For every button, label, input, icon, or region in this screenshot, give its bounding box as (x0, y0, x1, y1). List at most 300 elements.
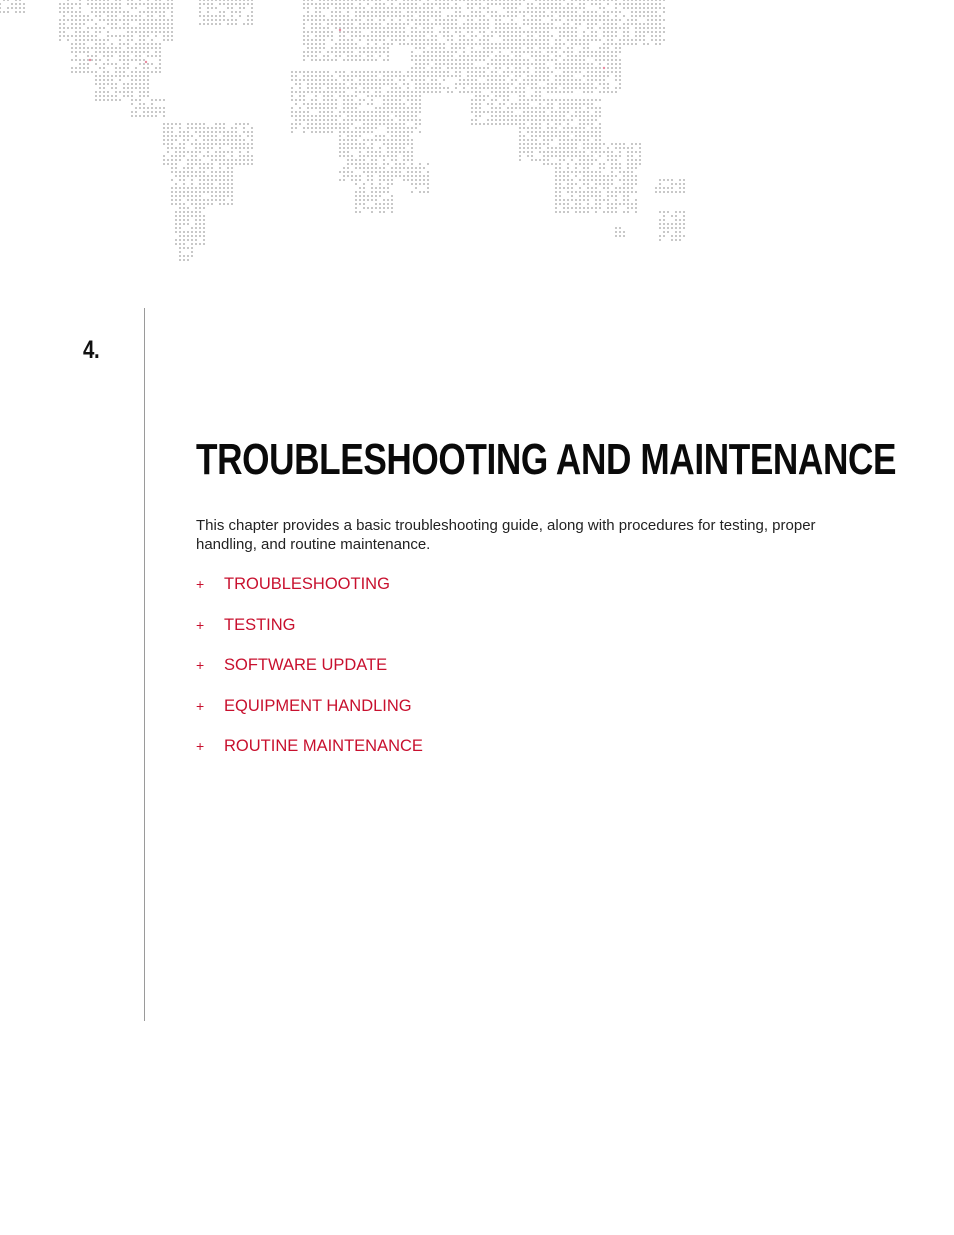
map-dot (451, 23, 453, 25)
map-dot (487, 111, 489, 113)
map-dot (143, 3, 145, 5)
map-dot (635, 27, 637, 29)
map-dot (407, 175, 409, 177)
map-dot (343, 87, 345, 89)
map-dot (139, 11, 141, 13)
map-dot (603, 175, 605, 177)
map-dot (371, 7, 373, 9)
map-dot (155, 7, 157, 9)
map-dot (455, 83, 457, 85)
map-dot (591, 179, 593, 181)
map-dot (143, 79, 145, 81)
map-dot (199, 15, 201, 17)
map-dot (555, 19, 557, 21)
map-dot (135, 27, 137, 29)
map-dot (539, 43, 541, 45)
map-dot (299, 95, 301, 97)
map-dot (615, 167, 617, 169)
map-dot (387, 175, 389, 177)
map-dot (495, 87, 497, 89)
map-dot (483, 111, 485, 113)
map-dot (603, 43, 605, 45)
map-dot (339, 11, 341, 13)
map-dot (227, 3, 229, 5)
map-dot (415, 7, 417, 9)
map-dot (559, 63, 561, 65)
map-dot (607, 19, 609, 21)
toc-link-troubleshooting[interactable]: TROUBLESHOOTING (224, 575, 390, 593)
map-dot (99, 91, 101, 93)
map-dot (107, 31, 109, 33)
map-dot (475, 87, 477, 89)
toc-item-software-update[interactable] (196, 654, 423, 695)
map-dot (643, 7, 645, 9)
toc-link-routine-maintenance[interactable]: ROUTINE MAINTENANCE (224, 737, 423, 755)
map-dot (311, 19, 313, 21)
plus-icon: + (196, 697, 205, 714)
map-dot (587, 51, 589, 53)
map-dot (239, 151, 241, 153)
map-dot (99, 31, 101, 33)
map-dot (487, 39, 489, 41)
map-dot (91, 0, 93, 1)
map-dot (303, 71, 305, 73)
map-dot (155, 23, 157, 25)
map-dot (179, 175, 181, 177)
map-dot (419, 99, 421, 101)
map-dot (171, 27, 173, 29)
map-dot (139, 83, 141, 85)
map-dot (199, 163, 201, 165)
map-dot (167, 143, 169, 145)
map-dot (467, 0, 469, 1)
map-dot (607, 87, 609, 89)
map-dot (115, 7, 117, 9)
map-dot (423, 47, 425, 49)
map-dot (191, 251, 193, 253)
map-dot (339, 55, 341, 57)
map-dot (375, 3, 377, 5)
map-dot (487, 27, 489, 29)
map-dot (523, 15, 525, 17)
map-dot (347, 115, 349, 117)
map-dot (555, 175, 557, 177)
map-dot (671, 235, 673, 237)
map-dot (467, 31, 469, 33)
map-dot (435, 79, 437, 81)
map-dot (523, 151, 525, 153)
map-dot (415, 71, 417, 73)
map-dot (419, 75, 421, 77)
map-dot (595, 203, 597, 205)
map-dot (351, 83, 353, 85)
map-dot (219, 11, 221, 13)
toc-item-testing[interactable] (196, 614, 423, 655)
map-dot (315, 107, 317, 109)
map-dot (103, 71, 105, 73)
toc-item-equipment-handling[interactable] (196, 695, 423, 736)
map-dot (571, 27, 573, 29)
map-dot (151, 23, 153, 25)
map-dot (387, 23, 389, 25)
map-dot (311, 71, 313, 73)
map-dot (99, 11, 101, 13)
map-dot (439, 31, 441, 33)
map-dot (539, 59, 541, 61)
map-dot (399, 131, 401, 133)
map-dot (519, 103, 521, 105)
map-dot (419, 83, 421, 85)
map-dot (251, 19, 253, 21)
map-dot (559, 179, 561, 181)
map-dot (67, 3, 69, 5)
map-dot (599, 67, 601, 69)
map-dot (575, 147, 577, 149)
map-dot (499, 0, 501, 1)
map-dot (535, 87, 537, 89)
map-dot (111, 47, 113, 49)
map-dot (651, 3, 653, 5)
toc-link-testing[interactable]: TESTING (224, 615, 296, 634)
map-dot (59, 39, 61, 41)
map-dot (591, 75, 593, 77)
map-dot (619, 67, 621, 69)
map-dot (207, 187, 209, 189)
map-dot (203, 183, 205, 185)
map-dot (423, 39, 425, 41)
map-dot (371, 99, 373, 101)
map-dot (135, 99, 137, 101)
map-dot (311, 47, 313, 49)
map-dot (379, 207, 381, 209)
map-dot (559, 211, 561, 213)
map-dot (391, 131, 393, 133)
map-dot (479, 83, 481, 85)
map-dot (199, 143, 201, 145)
map-dot (211, 175, 213, 177)
map-dot (95, 63, 97, 65)
map-dot (567, 135, 569, 137)
map-dot (407, 99, 409, 101)
map-dot (471, 87, 473, 89)
map-dot (511, 23, 513, 25)
map-dot (587, 71, 589, 73)
map-dot (531, 95, 533, 97)
map-dot (563, 203, 565, 205)
map-dot (211, 23, 213, 25)
map-dot (87, 63, 89, 65)
map-dot (295, 127, 297, 129)
map-dot (83, 67, 85, 69)
map-dot (663, 11, 665, 13)
map-dot (363, 207, 365, 209)
map-dot (375, 127, 377, 129)
map-dot (587, 75, 589, 77)
map-dot (123, 43, 125, 45)
map-dot (231, 191, 233, 193)
map-dot (311, 99, 313, 101)
map-dot (675, 227, 677, 229)
map-dot (483, 123, 485, 125)
map-dot (99, 83, 101, 85)
map-dot (519, 87, 521, 89)
map-dot (411, 119, 413, 121)
map-dot (63, 35, 65, 37)
map-dot (591, 15, 593, 17)
map-dot (371, 87, 373, 89)
map-dot (427, 171, 429, 173)
map-dot (387, 139, 389, 141)
map-dot (367, 83, 369, 85)
map-dot (379, 119, 381, 121)
map-dot (195, 199, 197, 201)
map-dot (427, 51, 429, 53)
map-dot (619, 179, 621, 181)
map-dot (319, 19, 321, 21)
map-dot (391, 155, 393, 157)
map-dot (415, 19, 417, 21)
map-dot (579, 119, 581, 121)
map-dot (355, 107, 357, 109)
map-dot (595, 211, 597, 213)
map-dot (523, 103, 525, 105)
map-dot (327, 75, 329, 77)
map-dot (199, 0, 201, 1)
map-dot (479, 0, 481, 1)
map-dot (103, 75, 105, 77)
map-dot (395, 151, 397, 153)
map-dot (379, 15, 381, 17)
map-dot (175, 239, 177, 241)
map-dot (599, 151, 601, 153)
map-dot (423, 63, 425, 65)
map-dot (435, 43, 437, 45)
map-dot (607, 159, 609, 161)
map-dot (515, 3, 517, 5)
map-dot (587, 111, 589, 113)
map-dot (119, 27, 121, 29)
map-dot (367, 23, 369, 25)
map-dot (571, 51, 573, 53)
map-dot (227, 175, 229, 177)
map-dot (527, 111, 529, 113)
map-dot (199, 215, 201, 217)
map-dot (363, 195, 365, 197)
map-dot (295, 119, 297, 121)
map-dot (351, 27, 353, 29)
map-dot (443, 23, 445, 25)
toc-item-troubleshooting[interactable] (196, 573, 423, 614)
map-dot (115, 63, 117, 65)
map-dot (579, 59, 581, 61)
map-dot (563, 23, 565, 25)
map-dot (575, 67, 577, 69)
map-dot (423, 19, 425, 21)
map-dot (367, 59, 369, 61)
map-dot (391, 7, 393, 9)
map-dot (403, 175, 405, 177)
map-dot (79, 11, 81, 13)
map-dot (559, 79, 561, 81)
map-dot (575, 99, 577, 101)
map-dot (107, 0, 109, 1)
map-dot (623, 31, 625, 33)
map-dot (227, 151, 229, 153)
map-dot (219, 183, 221, 185)
map-dot (471, 79, 473, 81)
map-dot (207, 179, 209, 181)
map-dot (555, 211, 557, 213)
map-dot (503, 59, 505, 61)
map-dot (547, 3, 549, 5)
map-dot (495, 67, 497, 69)
map-dot (327, 91, 329, 93)
plus-icon: + (196, 616, 205, 633)
map-dot (379, 139, 381, 141)
map-dot (559, 83, 561, 85)
map-dot (151, 55, 153, 57)
map-dot (467, 3, 469, 5)
map-dot (231, 11, 233, 13)
map-dot (659, 0, 661, 1)
map-dot (519, 99, 521, 101)
map-dot (543, 159, 545, 161)
toc-link-software-update[interactable]: SOFTWARE UPDATE (224, 656, 388, 674)
map-dot (471, 107, 473, 109)
map-dot (611, 155, 613, 157)
map-dot (359, 195, 361, 197)
map-dot (639, 23, 641, 25)
map-dot (671, 215, 673, 217)
map-dot (607, 191, 609, 193)
map-dot (355, 191, 357, 193)
map-dot (475, 103, 477, 105)
map-dot (507, 123, 509, 125)
map-dot (583, 183, 585, 185)
map-dot (603, 199, 605, 201)
map-dot (519, 75, 521, 77)
map-dot (583, 15, 585, 17)
map-dot (155, 31, 157, 33)
map-dot (399, 103, 401, 105)
map-dot (139, 51, 141, 53)
map-dot (475, 11, 477, 13)
map-dot (443, 7, 445, 9)
map-dot (295, 71, 297, 73)
map-dot (555, 183, 557, 185)
map-dot (87, 71, 89, 73)
map-dot (359, 187, 361, 189)
map-dot (403, 103, 405, 105)
map-dot (523, 139, 525, 141)
map-dot (499, 23, 501, 25)
map-dot (223, 159, 225, 161)
map-dot (99, 99, 101, 101)
map-dot (467, 67, 469, 69)
map-dot (227, 195, 229, 197)
map-dot (427, 23, 429, 25)
map-dot (407, 115, 409, 117)
map-dot (131, 39, 133, 41)
map-dot (315, 123, 317, 125)
map-dot (643, 3, 645, 5)
map-dot (119, 0, 121, 1)
map-dot (431, 83, 433, 85)
map-dot (443, 79, 445, 81)
map-dot (375, 51, 377, 53)
map-dot (435, 35, 437, 37)
map-dot (547, 103, 549, 105)
map-dot (203, 235, 205, 237)
map-dot (403, 127, 405, 129)
map-dot (611, 71, 613, 73)
map-dot (655, 43, 657, 45)
map-dot (419, 19, 421, 21)
map-dot (395, 91, 397, 93)
map-dot (135, 7, 137, 9)
map-dot (327, 95, 329, 97)
map-dot (311, 87, 313, 89)
map-dot (543, 3, 545, 5)
map-dot (539, 127, 541, 129)
map-dot (499, 27, 501, 29)
map-dot (595, 183, 597, 185)
map-dot (407, 111, 409, 113)
map-dot (323, 127, 325, 129)
map-dot (371, 0, 373, 1)
map-dot (523, 99, 525, 101)
map-dot (547, 31, 549, 33)
map-dot (663, 219, 665, 221)
map-dot (323, 3, 325, 5)
map-dot (551, 163, 553, 165)
map-dot (679, 211, 681, 213)
map-dot (567, 171, 569, 173)
map-dot (131, 31, 133, 33)
map-dot (419, 0, 421, 1)
map-dot (235, 123, 237, 125)
map-dot (459, 63, 461, 65)
map-dot (199, 227, 201, 229)
map-dot (387, 179, 389, 181)
map-dot (347, 99, 349, 101)
toc-link-equipment-handling[interactable]: EQUIPMENT HANDLING (224, 696, 412, 715)
map-dot (555, 47, 557, 49)
map-dot (571, 199, 573, 201)
map-dot (327, 7, 329, 9)
map-dot (195, 239, 197, 241)
map-dot (467, 79, 469, 81)
toc-item-routine-maintenance[interactable] (196, 735, 423, 776)
map-dot (543, 87, 545, 89)
map-dot (463, 35, 465, 37)
map-dot (479, 55, 481, 57)
map-dot (347, 143, 349, 145)
map-dot (207, 147, 209, 149)
map-dot (451, 43, 453, 45)
map-dot (135, 19, 137, 21)
map-dot (359, 131, 361, 133)
map-dot (599, 135, 601, 137)
map-dot (519, 71, 521, 73)
map-dot (379, 3, 381, 5)
map-dot (391, 3, 393, 5)
map-dot (127, 95, 129, 97)
map-dot (151, 31, 153, 33)
map-dot (579, 55, 581, 57)
map-dot (587, 103, 589, 105)
map-dot (403, 119, 405, 121)
